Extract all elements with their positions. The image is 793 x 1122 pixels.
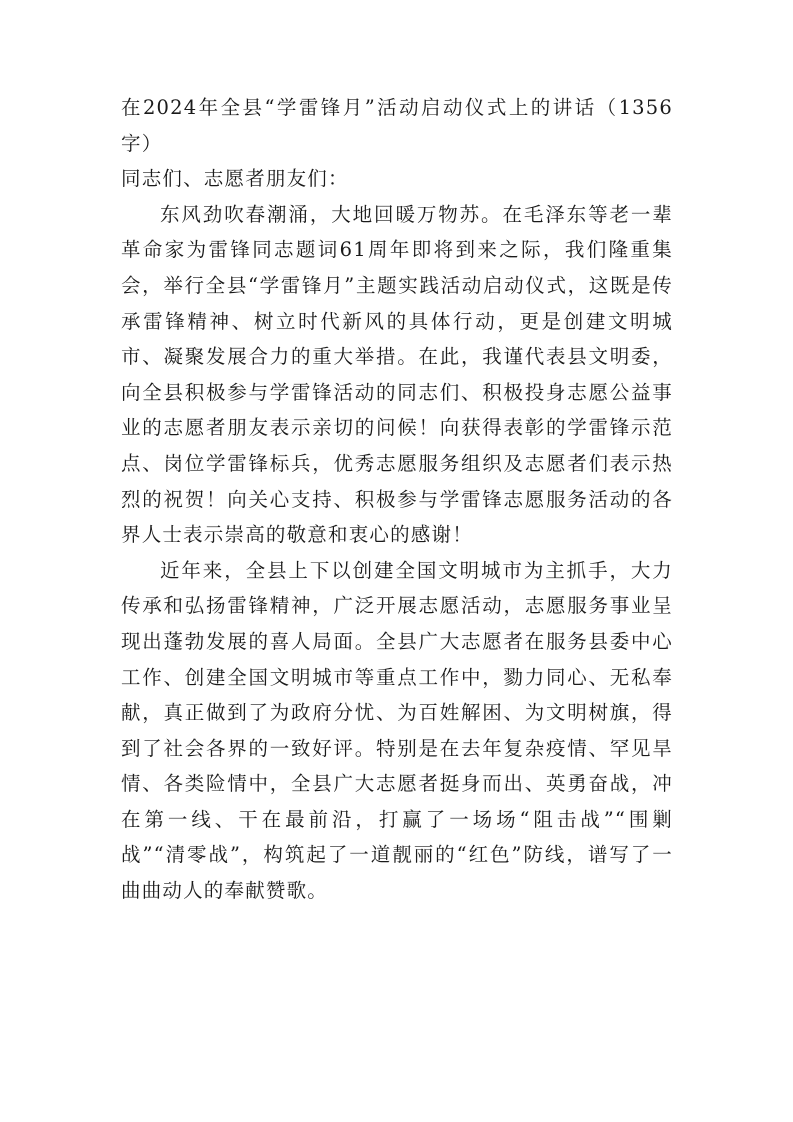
document-body xyxy=(121,90,673,909)
paragraph-1: 东风劲吹春潮涌，大地回暖万物苏。在毛泽东等老一辈革命家为雷锋同志题词61周年即将到来之际，我们隆重集会，举行全县“学雷锋月”主题实践活动启动仪式，这既是传承雷锋精神、树立时代新风的具体行动，更是创建文明城市、凝聚发展合力的重大举措。在此，我谨代表县文明委，向全县积极参与学雷锋活动的同志们、积极投身志愿公益事业的志愿者朋友表示亲切的问候！向获得表彰的学雷锋示范点、岗位学雷锋标兵，优秀志愿服务组织及志愿者们表示热烈的祝贺！向关心支持、积极参与学雷锋志愿服务活动的各界人士表示崇高的敬意和衷心的感谢！ xyxy=(121,202,673,547)
document-title: 在2024年全县“学雷锋月”活动启动仪式上的讲话（1356字） xyxy=(121,96,673,155)
paragraph-2: 近年来，全县上下以创建全国文明城市为主抓手，大力传承和弘扬雷锋精神，广泛开展志愿活动，志愿服务事业呈现出蓬勃发展的喜人局面。全县广大志愿者在服务县委中心工作、创建全国文明城市等重点工作中，勠力同心、无私奉献，真正做到了为政府分忧、为百姓解困、为文明树旗，得到了社会各界的一致好评。特别是在去年复杂疫情、罕见旱情、各类险情中，全县广大志愿者挺身而出、英勇奋战，冲在第一线、干在最前沿，打赢了一场场“阻击战”“围剿战”“清零战”，构筑起了一道靓丽的“红色”防线，谱写了一曲曲动人的奉献赞歌。 xyxy=(121,558,673,903)
salutation: 同志们、志愿者朋友们： xyxy=(121,167,349,191)
